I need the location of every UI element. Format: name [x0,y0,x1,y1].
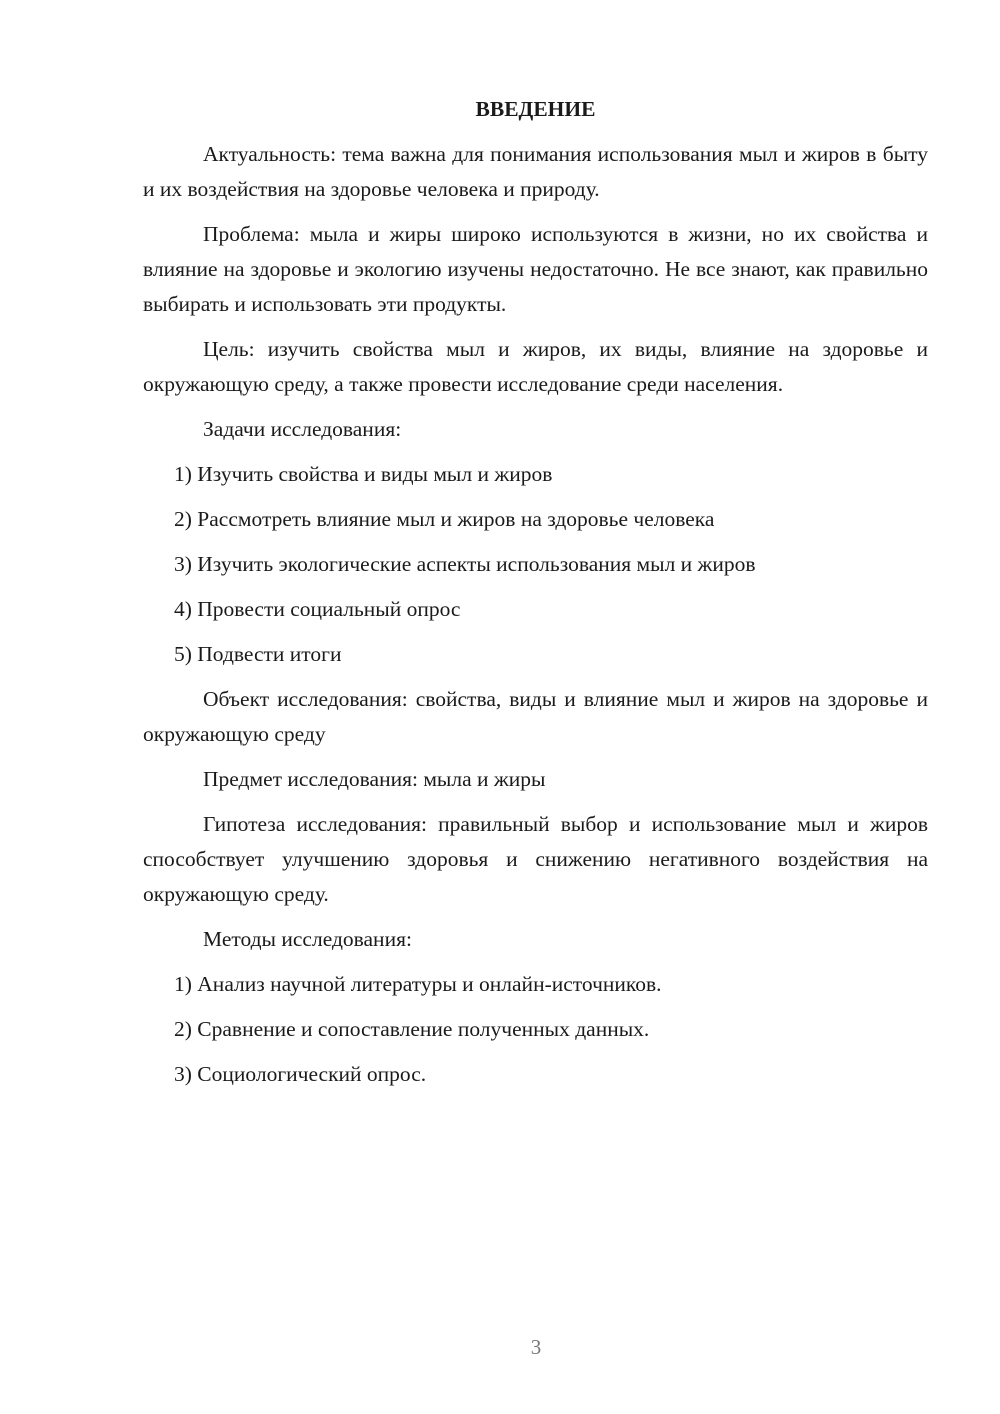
method-item: 3) Социологический опрос. [174,1062,427,1086]
task-item: 3) Изучить экологические аспекты использования мыл и жиров [174,552,756,576]
task-item: 1) Изучить свойства и виды мыл и жиров [174,462,553,486]
goal-paragraph: Цель: изучить свойства мыл и жиров, их виды, влияние на здоровье и окружающую среду, а также провести исследование среди населения. [143,337,928,396]
page-number: 3 [530,1335,542,1359]
method-item: 2) Сравнение и сопоставление полученных данных. [174,1017,650,1041]
tasks-heading: Задачи исследования: [203,417,402,441]
relevance-paragraph: Актуальность: тема важна для понимания использования мыл и жиров в быту и их воздействия на здоровье человека и природу. [143,142,928,201]
method-item: 1) Анализ научной литературы и онлайн-источников. [174,972,662,996]
problem-paragraph: Проблема: мыла и жиры широко используются в жизни, но их свойства и влияние на здоровье и экологию изучены недостаточно. Не все знают, как правильно выбирать и использовать эти продукты. [143,222,928,316]
task-item: 5) Подвести итоги [174,642,342,666]
object-paragraph: Объект исследования: свойства, виды и влияние мыл и жиров на здоровье и окружающую среду [143,687,928,746]
subject-paragraph: Предмет исследования: мыла и жиры [203,767,546,791]
task-item: 2) Рассмотреть влияние мыл и жиров на здоровье человека [174,507,715,531]
page-content [143,92,928,1102]
section-title: ВВЕДЕНИЕ [475,97,596,121]
methods-heading: Методы исследования: [203,927,412,951]
task-item: 4) Провести социальный опрос [174,597,461,621]
hypothesis-paragraph: Гипотеза исследования: правильный выбор и использование мыл и жиров способствует улучшению здоровья и снижению негативного воздействия на окружающую среду. [143,812,928,906]
